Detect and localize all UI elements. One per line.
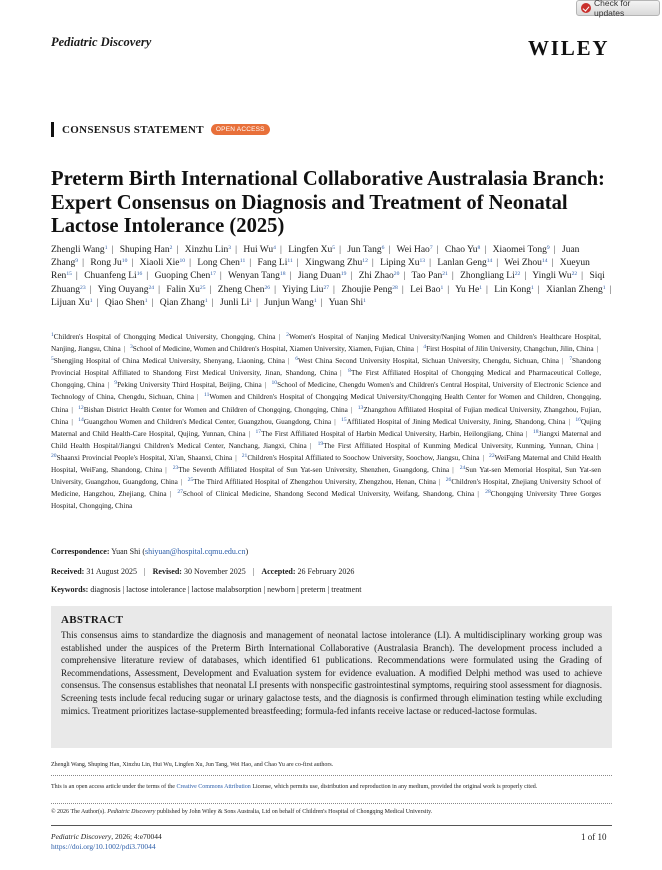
affiliation-number: 24: [459, 465, 466, 472]
author-separator: |: [111, 245, 114, 255]
affiliation-text: Women and Children's Hospital of Chongqing Medical University/Chongqing Health Center for Women and Children, Chongqing, China: [51, 393, 602, 414]
author-separator: |: [89, 284, 92, 295]
affiliation-number: 6: [295, 356, 299, 363]
page-number: 1 of 10: [581, 832, 607, 842]
author-separator: |: [486, 284, 488, 295]
author-affiliation-ref[interactable]: 21: [442, 271, 448, 278]
author-affiliation-ref[interactable]: 22: [514, 271, 521, 278]
affiliation-number: 2: [286, 332, 289, 338]
author-separator: |: [131, 258, 134, 269]
affiliation-text: Affiliated Hospital of Jining Medical University, Jining, Shandong, China: [346, 417, 566, 426]
affiliation-number: 26: [445, 477, 452, 484]
affiliation-separator: |: [596, 441, 598, 450]
abstract-text: This consensus aims to standardize the diagnosis and management of neonatal lactose intolerance (LI). A multidisciplinary working group was established under the auspices of the Preterm Birth International Collaborative (Australasia Branch). The development process included a comprehensive literature review of databases, which identified 61 publications. Recommendations were formulated using the Grading of Recommendations, Assessment, Development and Evaluation system for evidence evaluation. A modified Delphi method was used to achieve consensus. The consensus establishes that neonatal LI presents with nonspecific gastrointestinal symptoms, requiring stool assessment for diagnosis. Screening tests include fecal reducing sugar or urinary galactose tests, and the diagnosis is confirmed through elimination testing while excluding mimics. Treatment prioritizes lactase-supplemented breastfeeding; formula-fed infants receive lactase or reduced-lactose formulas.: [61, 630, 602, 716]
author-separator: |: [371, 258, 374, 269]
author-affiliation-ref[interactable]: 17: [210, 271, 216, 278]
author-name: Xiaoli Xie: [139, 258, 180, 269]
author-affiliation-ref[interactable]: 10: [179, 258, 186, 265]
author-name: Yuan Shi: [328, 297, 364, 308]
affiliation-separator: |: [169, 490, 172, 499]
keyword-separator: |: [120, 585, 127, 594]
affiliation-list: [51, 331, 601, 512]
affiliation-separator: |: [334, 417, 336, 426]
author-separator: |: [403, 271, 406, 282]
keyword: lactose malabsorption: [191, 585, 262, 594]
author-separator: |: [151, 297, 154, 308]
affiliation-number: 28: [485, 489, 491, 496]
article-title: Preterm Birth International Collaborative Australasia Branch: Expert Consensus on Diagnosis and Treatment of Neonatal Lactose Intolerance (2025): [51, 168, 605, 237]
author-name: Siqi Zhuang: [51, 271, 605, 295]
abstract-box: [51, 606, 612, 748]
revised-date: 30 November 2025: [183, 567, 246, 576]
author-separator: |: [289, 271, 292, 282]
author-affiliation-ref[interactable]: 15: [66, 271, 72, 278]
author-affiliation-ref[interactable]: 1: [144, 297, 148, 304]
affiliation-text: Shaanxi Provincial People's Hospital, Xi'an, Shaanxi, China: [56, 453, 233, 462]
affiliation-text: The First Affiliated Hospital of Chongqing Medical and Pharmaceutical College, Chongqing, China: [51, 369, 602, 390]
author-name: Zhengli Wang: [51, 245, 105, 255]
author-affiliation-ref[interactable]: 16: [136, 271, 143, 278]
author-name: Yingli Wu: [532, 271, 572, 282]
author-affiliation-ref[interactable]: 9: [75, 258, 79, 265]
check-updates-label: Check for updates: [594, 0, 631, 18]
accepted-date: 26 February 2026: [297, 567, 355, 576]
author-separator: |: [429, 258, 431, 269]
author-affiliation-ref[interactable]: 14: [541, 258, 548, 265]
affiliation-number: 12: [78, 404, 84, 411]
article-type-label: CONSENSUS STATEMENT: [62, 123, 204, 136]
author-name: Jun Tang: [347, 245, 382, 255]
affiliation-text: Children's Hospital Affiliated to Soochow University, Soochow, Jiangsu, China: [247, 453, 480, 462]
affiliation-text: Women's Hospital of Nanjing Medical University/Nanjing Women and Children's Healthcare Hospital, Nanjing, Jiangsu, China: [51, 333, 601, 354]
author-name: Wei Zhou: [504, 258, 542, 269]
publisher-logo: WILEY: [528, 36, 610, 60]
affiliation-text: Chongqing University Three Gorges Hospital, Chongqing, China: [51, 490, 602, 511]
affiliation-number: 18: [532, 428, 539, 435]
author-separator: |: [339, 245, 341, 255]
author-name: Long Chen: [197, 258, 240, 269]
author-name: Xingwang Zhu: [305, 258, 363, 269]
author-name: Xueyun Ren: [51, 258, 590, 282]
author-name: Xinzhu Lin: [184, 245, 229, 255]
author-affiliation-ref[interactable]: 1: [363, 297, 366, 304]
author-name: Wei Hao: [396, 245, 430, 255]
author-affiliation-ref[interactable]: 1: [204, 297, 208, 304]
affiliation-text: The First Affiliated Hospital of Harbin Medical University, Harbin, Heilongjiang, China: [261, 429, 524, 438]
author-separator: |: [551, 258, 554, 269]
author-name: Hui Wu: [243, 245, 274, 255]
affiliation-separator: |: [287, 357, 290, 366]
author-separator: |: [553, 245, 556, 255]
author-affiliation-ref[interactable]: 27: [323, 284, 330, 291]
affiliation-number: 14: [78, 416, 84, 423]
author-affiliation-ref[interactable]: 18: [279, 271, 286, 278]
license-note: [51, 783, 611, 792]
author-separator: |: [219, 271, 222, 282]
author-affiliation-ref[interactable]: 8: [477, 245, 481, 251]
keyword-separator: |: [295, 585, 301, 594]
author-affiliation-ref[interactable]: 2: [169, 245, 173, 251]
author-affiliation-ref[interactable]: 20: [393, 271, 400, 278]
author-name: Xiaomei Tong: [492, 245, 547, 255]
author-separator: |: [524, 271, 527, 282]
keyword: treatment: [331, 585, 362, 594]
author-separator: |: [333, 284, 335, 295]
author-separator: |: [96, 297, 99, 308]
author-separator: |: [296, 258, 299, 269]
affiliation-number: 22: [489, 452, 495, 459]
correspondence-email-link[interactable]: shiyuan@hospital.cqmu.edu.cn: [145, 547, 246, 556]
copyright-journal: Pediatric Discovery: [107, 809, 156, 815]
received-label: Received:: [51, 567, 85, 576]
author-name: Jiang Duan: [297, 271, 341, 282]
author-separator: |: [320, 297, 323, 308]
author-separator: |: [581, 271, 584, 282]
author-separator: |: [447, 284, 450, 295]
author-list: [51, 244, 616, 310]
affiliation-text: School of Medicine, Women and Children's Hospital, Xiamen University, Xiamen, Fujian, China: [132, 345, 414, 354]
affiliation-text: School of Clinical Medicine, Shandong Second Medical University, Weifang, Shandong, China: [182, 490, 475, 499]
keyword: preterm: [300, 585, 326, 594]
affiliation-number: 8: [348, 368, 351, 375]
affiliation-number: 5: [51, 356, 54, 363]
author-separator: |: [388, 245, 391, 255]
author-affiliation-ref[interactable]: 19: [340, 271, 347, 278]
author-separator: |: [189, 258, 191, 269]
author-separator: |: [496, 258, 499, 269]
keyword-separator: |: [185, 585, 192, 594]
affiliation-separator: |: [417, 345, 419, 354]
article-dates: Received: 31 August 2025 | Revised: 30 November 2025 | Accepted: 26 February 2026: [51, 567, 355, 576]
affiliation-number: 4: [423, 344, 427, 351]
affiliation-text: Shandong Provincial Hospital Affiliated to Shandong First Medical University, Jinan, Shandong, China: [51, 357, 602, 378]
affiliation-text: Sun Yat-sen Memorial Hospital, Sun Yat-sen University, Guangzhou, Guangdong, China: [51, 466, 602, 487]
author-name: Xianlan Zheng: [546, 284, 603, 295]
author-affiliation-ref[interactable]: 5: [332, 245, 336, 251]
affiliation-text: First Hospital of Jilin University, Changchun, Jilin, China: [426, 345, 594, 354]
author-separator: |: [235, 245, 237, 255]
affiliation-separator: |: [350, 405, 353, 414]
author-separator: |: [146, 271, 149, 282]
author-affiliation-ref[interactable]: 26: [264, 284, 271, 291]
author-affiliation-ref[interactable]: 14: [486, 258, 493, 265]
affiliation-number: 21: [241, 452, 248, 459]
affiliation-text: Shengjing Hospital of China Medical University, Shenyang, Liaoning, China: [53, 357, 285, 366]
author-name: Zheng Chen: [217, 284, 265, 295]
author-name: Zhongliang Li: [460, 271, 515, 282]
license-text-post: License, which permits use, distribution and reproduction in any medium, provided the original work is properly cited.: [250, 784, 538, 790]
author-separator: |: [256, 297, 258, 308]
citation-journal: Pediatric Discovery: [51, 832, 112, 841]
affiliation-text: WeiFang Maternal and Child Health Hospital, WeiFang, Shandong, China: [51, 453, 602, 475]
author-name: Junjun Wang: [264, 297, 314, 308]
affiliation-separator: |: [264, 381, 267, 390]
cofirst-note: Zhengli Wang, Shuping Han, Xinzhu Lin, Hui Wu, Lingfen Xu, Jun Tang, Wei Hao, and Chao Yu are co-first authors.: [51, 762, 334, 768]
author-name: Yu He: [455, 284, 480, 295]
author-name: Chao Yu: [444, 245, 478, 255]
received-date: 31 August 2025: [86, 567, 137, 576]
affiliation-text: The First Affiliated Hospital of Kunming Medical University, Kunming, Yunnan, China: [323, 441, 594, 450]
author-separator: |: [249, 258, 252, 269]
author-affiliation-ref[interactable]: 22: [571, 271, 578, 278]
affiliation-text: School of Medicine, Chengdu Women's and Children's Central Hospital, University of Electronic Science and Technology of China, Chengdu, Sichuan, China: [51, 381, 602, 402]
affiliation-number: 9: [114, 380, 118, 387]
doi-link[interactable]: https://doi.org/10.1002/pdi3.70044: [51, 842, 156, 851]
author-separator: |: [451, 271, 454, 282]
affiliation-separator: |: [568, 417, 570, 426]
copyright-note: [51, 808, 611, 817]
author-affiliation-ref[interactable]: 6: [381, 245, 385, 251]
affiliation-text: Qujing Maternal and Child Health-Care Hospital, Qujing, Yunnan, China: [51, 417, 602, 438]
footnote-divider: [51, 775, 612, 776]
author-separator: |: [537, 284, 540, 295]
author-affiliation-ref[interactable]: 13: [419, 258, 426, 265]
affiliation-number: 20: [51, 452, 57, 459]
author-affiliation-ref[interactable]: 1: [440, 284, 444, 291]
affiliation-text: The Seventh Affiliated Hospital of Sun Yat-sen University, Shenzhen, Guangdong, China: [178, 466, 450, 475]
keyword: diagnosis: [90, 585, 121, 594]
affiliation-separator: |: [561, 357, 564, 366]
author-separator: |: [158, 284, 160, 295]
author-name: Fang Li: [257, 258, 288, 269]
revised-label: Revised:: [152, 567, 182, 576]
author-separator: |: [176, 245, 179, 255]
keyword-separator: |: [261, 585, 268, 594]
author-affiliation-ref[interactable]: 4: [273, 245, 276, 251]
author-affiliation-ref[interactable]: 1: [89, 297, 93, 304]
author-name: Juan Zhang: [51, 245, 580, 269]
affiliation-number: 10: [271, 380, 278, 387]
affiliation-number: 25: [187, 477, 194, 484]
affiliation-number: 7: [569, 356, 573, 363]
affiliation-number: 27: [177, 489, 183, 496]
author-name: Wenyan Tang: [227, 271, 280, 282]
author-affiliation-ref[interactable]: 1: [530, 284, 534, 291]
author-name: Lanlan Geng: [437, 258, 487, 269]
author-separator: |: [350, 271, 353, 282]
affiliation-separator: |: [71, 405, 73, 414]
author-name: Chuanfeng Li: [84, 271, 137, 282]
keywords-list: [90, 585, 361, 594]
affiliation-text: Zhangzhou Affiliated Hospital of Fujian medical University, Zhangzhou, Fujian, China: [51, 405, 602, 426]
author-affiliation-ref[interactable]: 1: [313, 297, 317, 304]
keyword-separator: |: [325, 585, 332, 594]
author-name: Rong Ju: [90, 258, 122, 269]
author-separator: |: [609, 284, 612, 295]
author-separator: |: [279, 245, 282, 255]
article-type: [51, 122, 270, 137]
affiliation-text: Guangzhou Women and Children's Medical Center, Guangzhou, Guangdong, China: [83, 417, 332, 426]
affiliation-separator: |: [278, 333, 280, 341]
journal-name: Pediatric Discovery: [51, 35, 152, 49]
affiliation-separator: |: [180, 478, 183, 487]
affiliation-separator: |: [439, 478, 441, 487]
author-name: Ying Ouyang: [97, 284, 149, 295]
author-name: Guoping Chen: [154, 271, 211, 282]
affiliation-separator: |: [123, 345, 126, 354]
affiliation-separator: |: [235, 453, 237, 462]
author-separator: |: [82, 258, 84, 269]
author-affiliation-ref[interactable]: 12: [362, 258, 368, 265]
author-name: Yiying Liu: [282, 284, 324, 295]
affiliation-text: West China Second University Hospital, Sichuan University, Chengdu, Sichuan, China: [298, 357, 559, 366]
author-name: Zhoujie Peng: [341, 284, 393, 295]
affiliation-separator: |: [71, 417, 73, 426]
author-name: Lingfen Xu: [288, 245, 333, 255]
affiliation-number: 3: [129, 344, 133, 351]
author-name: Lei Bao: [410, 284, 441, 295]
license-link[interactable]: Creative Commons Attribution: [176, 784, 251, 790]
correspondence-name: Yuan Shi: [111, 547, 141, 556]
author-affiliation-ref[interactable]: 3: [228, 245, 232, 251]
affiliation-separator: |: [196, 393, 199, 402]
affiliation-text: Jiangxi Maternal and Child Health Hospital/Jiangxi Children's Medical Center, Nanchang, Jiangxi, China: [51, 429, 601, 450]
copyright-post: published by John Wiley & Sons Australia, Ltd on behalf of Children's Hospital of Chongqing Medical University.: [155, 809, 433, 815]
author-name: Junli Li: [220, 297, 250, 308]
author-affiliation-ref[interactable]: 24: [148, 284, 155, 291]
copyright-pre: © 2026 The Author(s).: [51, 809, 108, 815]
author-name: Qian Zhang: [159, 297, 205, 308]
page-footer-rule: [51, 825, 612, 826]
keywords-label: Keywords:: [51, 585, 89, 594]
affiliation-number: 16: [575, 416, 581, 423]
keyword: newborn: [267, 585, 296, 594]
article-type-bar: [51, 122, 54, 137]
affiliation-number: 1: [51, 332, 54, 338]
accepted-label: Accepted:: [261, 567, 296, 576]
author-name: Qiao Shen: [104, 297, 145, 308]
author-name: Tao Pan: [411, 271, 443, 282]
affiliation-separator: |: [596, 345, 599, 354]
citation: [51, 832, 162, 852]
affiliation-text: Bishan District Health Center for Women and Children of Chongqing, Chongqing, China: [83, 405, 348, 414]
affiliation-number: 13: [357, 404, 364, 411]
affiliation-separator: |: [452, 466, 454, 475]
author-affiliation-ref[interactable]: 28: [392, 284, 398, 291]
affiliation-text: The Third Affiliated Hospital of Zhengzhou University, Zhengzhou, Henan, China: [193, 478, 437, 487]
open-access-badge: OPEN ACCESS: [211, 124, 270, 135]
author-separator: |: [274, 284, 276, 295]
affiliation-number: 11: [204, 392, 210, 399]
affiliation-separator: |: [107, 381, 110, 390]
affiliation-text: Children's Hospital, Zhejiang University School of Medicine, Hangzhou, Zhejiang, China: [51, 478, 601, 499]
affiliation-text: Children's Hospital of Chongqing Medical University, Chongqing, China: [53, 333, 276, 341]
footnote-divider-2: [51, 803, 612, 804]
check-for-updates-button[interactable]: [576, 0, 660, 16]
author-affiliation-ref[interactable]: 1: [479, 284, 483, 291]
affiliation-number: 19: [317, 440, 324, 447]
correspondence: Correspondence: Yuan Shi (shiyuan@hospital.cqmu.edu.cn): [51, 547, 249, 556]
affiliation-separator: |: [526, 429, 528, 438]
affiliation-text: Peking University Third Hospital, Beijing, China: [117, 381, 262, 390]
citation-details: , 2026; 4:e70044: [111, 832, 162, 841]
author-name: Zhi Zhao: [358, 271, 394, 282]
affiliation-separator: |: [340, 369, 342, 378]
author-name: Falin Xu: [166, 284, 200, 295]
author-affiliation-ref[interactable]: 1: [602, 284, 606, 291]
author-affiliation-ref[interactable]: 1: [249, 297, 253, 304]
author-name: Lin Kong: [494, 284, 531, 295]
author-affiliation-ref[interactable]: 11: [287, 258, 293, 265]
author-name: Shuping Han: [119, 245, 170, 255]
author-affiliation-ref[interactable]: 25: [199, 284, 206, 291]
affiliation-number: 23: [172, 465, 179, 472]
affiliation-number: 17: [255, 428, 262, 435]
license-text-pre: This is an open access article under the terms of the: [51, 784, 177, 790]
affiliation-number: 15: [341, 416, 347, 423]
author-affiliation-ref[interactable]: 9: [546, 245, 550, 251]
author-separator: |: [401, 284, 404, 295]
author-separator: |: [209, 284, 212, 295]
correspondence-label: Correspondence:: [51, 547, 110, 556]
author-affiliation-ref[interactable]: 11: [239, 258, 246, 265]
affiliation-separator: |: [248, 429, 251, 438]
affiliation-separator: |: [482, 453, 484, 462]
author-affiliation-ref[interactable]: 1: [104, 245, 108, 251]
affiliation-separator: |: [165, 466, 167, 475]
author-separator: |: [211, 297, 214, 308]
author-separator: |: [75, 271, 78, 282]
author-affiliation-ref[interactable]: 10: [121, 258, 128, 265]
keyword: lactose intolerance: [126, 585, 186, 594]
author-separator: |: [484, 245, 487, 255]
author-separator: |: [436, 245, 439, 255]
abstract-heading: ABSTRACT: [61, 614, 124, 626]
check-updates-icon: [581, 3, 591, 13]
affiliation-separator: |: [477, 490, 479, 499]
author-name: Liping Xu: [380, 258, 420, 269]
author-affiliation-ref[interactable]: 7: [429, 245, 433, 251]
author-affiliation-ref[interactable]: 23: [80, 284, 86, 291]
keywords: [51, 585, 361, 594]
affiliation-separator: |: [309, 441, 312, 450]
author-name: Lijuan Xu: [51, 297, 90, 308]
